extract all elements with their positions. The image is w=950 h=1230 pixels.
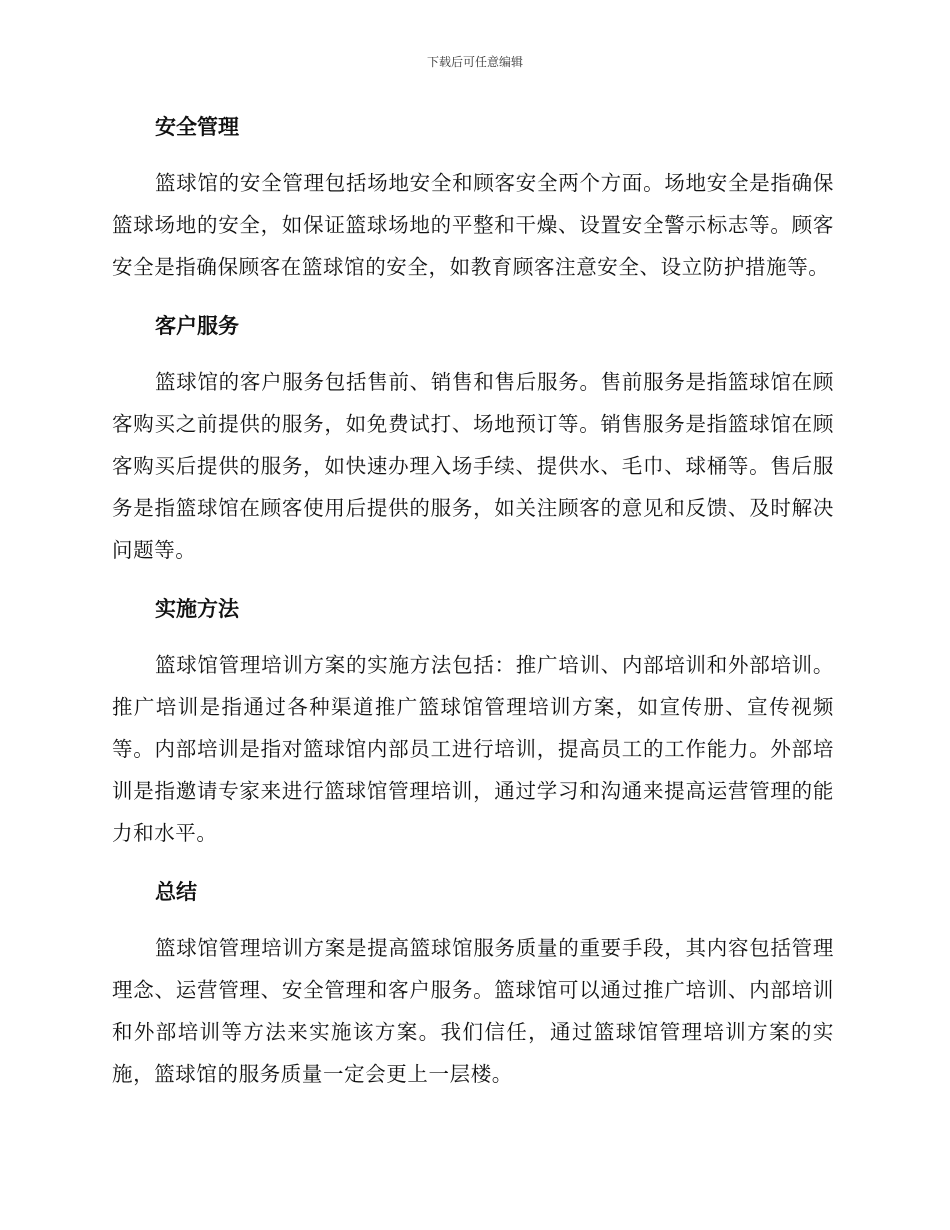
section-customer-service [112,308,834,571]
section-safety-management [112,109,834,288]
section-paragraph: 篮球馆管理培训方案是提高篮球馆服务质量的重要手段，其内容包括管理理念、运营管理、安全管理和客户服务。篮球馆可以通过推广培训、内部培训和外部培训等方法来实施该方案。我们信任，通过篮球馆管理培训方案的实施，篮球馆的服务质量一定会更上一层楼。 [112,936,834,1086]
section-heading: 总结 [155,880,197,904]
section-paragraph: 篮球馆的客户服务包括售前、销售和售后服务。售前服务是指篮球馆在顾客购买之前提供的服务，如免费试打、场地预订等。销售服务是指篮球馆在顾客购买后提供的服务，如快速办理入场手续、提供水、毛巾、球桶等。售后服务是指篮球馆在顾客使用后提供的服务，如关注顾客的意见和反馈、及时解决问题等。 [112,370,834,562]
section-heading: 安全管理 [155,115,239,139]
section-paragraph: 篮球馆管理培训方案的实施方法包括：推广培训、内部培训和外部培训。推广培训是指通过各种渠道推广篮球馆管理培训方案，如宣传册、宣传视频等。内部培训是指对篮球馆内部员工进行培训，提高员工的工作能力。外部培训是指邀请专家来进行篮球馆管理培训，通过学习和沟通来提高运营管理的能力和水平。 [112,653,834,845]
section-paragraph: 篮球馆的安全管理包括场地安全和顾客安全两个方面。场地安全是指确保篮球场地的安全，如保证篮球场地的平整和干燥、设置安全警示标志等。顾客安全是指确保顾客在篮球馆的安全，如教育顾客注意安全、设立防护措施等。 [112,171,834,279]
page-header: 下载后可任意编辑 [426,55,523,69]
section-heading: 实施方法 [155,597,239,621]
document-body [112,109,834,1115]
section-summary [112,874,834,1095]
section-implementation-method [112,591,834,854]
section-heading: 客户服务 [155,314,239,338]
